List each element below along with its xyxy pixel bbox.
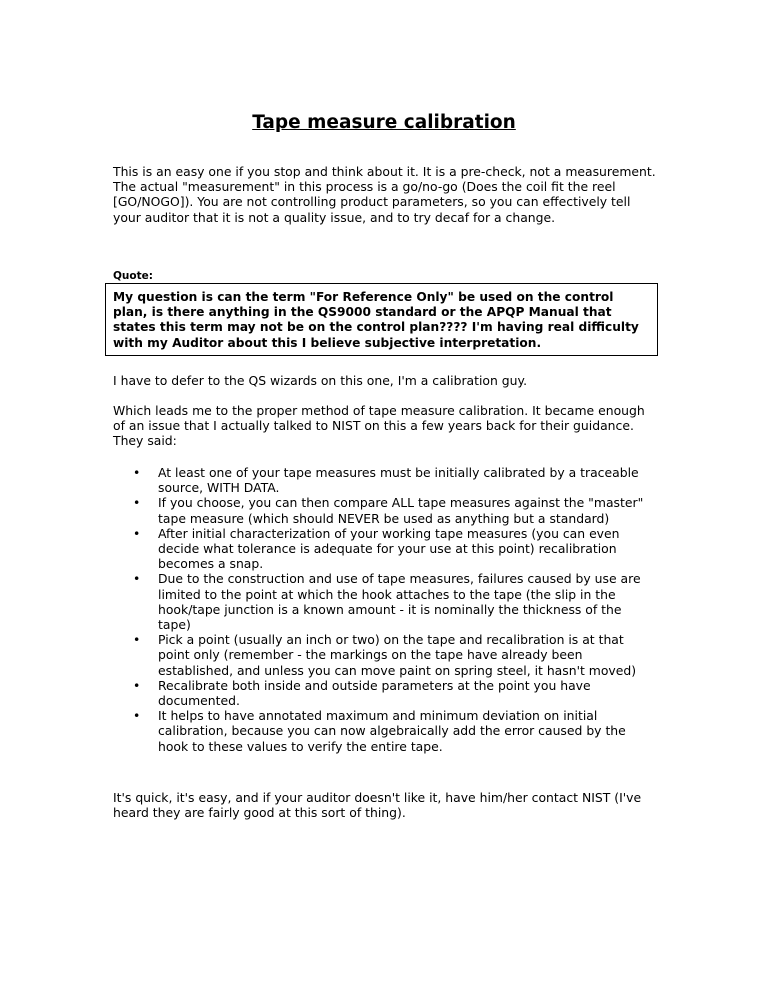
bullet-icon: •	[133, 525, 141, 541]
quote-box	[105, 283, 658, 356]
bullet-icon: •	[133, 632, 141, 648]
list-item	[113, 495, 658, 525]
bullet-icon: •	[133, 465, 141, 480]
bullet-icon: •	[133, 708, 141, 724]
list-item	[113, 526, 658, 572]
list-item-text: At least one of your tape measures must be initially calibrated by a traceable source, WITH DATA.	[158, 465, 639, 496]
list-item	[113, 678, 658, 708]
bullet-icon: •	[133, 571, 141, 587]
bullet-icon: •	[133, 677, 141, 693]
closing-paragraph: It's quick, it's easy, and if your auditor doesn't like it, have him/her contact NIST (I've heard they are fairly good at this sort of thing).	[113, 790, 642, 821]
quote-text: My question is can the term "For Reference Only" be used on the control plan, is there anything in the QS9000 standard or the APQP Manual that states this term may not be on the control plan???? I'm having real difficulty with my Auditor about this I believe subjective interpretation.	[113, 290, 639, 350]
defer-paragraph: I have to defer to the QS wizards on this one, I'm a calibration guy.	[113, 373, 528, 388]
guidance-list	[113, 465, 658, 754]
list-item-text: If you choose, you can then compare ALL tape measures against the "master" tape measure (which should NEVER be used as anything but a standard)	[158, 495, 644, 526]
list-item	[113, 708, 658, 754]
list-item	[113, 571, 658, 632]
list-item	[113, 632, 658, 678]
list-item-text: Pick a point (usually an inch or two) on the tape and recalibration is at that point only (remember - the markings on the tape have already been established, and unless you can move paint on spring steel, it hasn't moved)	[158, 632, 637, 678]
bullet-icon: •	[133, 495, 141, 511]
list-item-text: Due to the construction and use of tape measures, failures caused by use are limited to the point at which the hook attaches to the tape (the slip in the hook/tape junction is a known amount - it is nominally the thickness of the tape)	[158, 571, 641, 633]
quote-label: Quote:	[113, 270, 153, 282]
list-item-text: It helps to have annotated maximum and minimum deviation on initial calibration, because you can now algebraically add the error caused by the hook to these values to verify the entire tape.	[158, 708, 626, 754]
list-item	[113, 465, 658, 495]
method-paragraph: Which leads me to the proper method of tape measure calibration. It became enough of an issue that I actually talked to NIST on this a few years back for their guidance. They said:	[113, 403, 645, 449]
page-title: Tape measure calibration	[252, 112, 516, 133]
list-item-text: After initial characterization of your working tape measures (you can even decide what tolerance is adequate for your use at this point) recalibration becomes a snap.	[158, 525, 620, 572]
intro-paragraph: This is an easy one if you stop and think about it. It is a pre-check, not a measurement. The actual "measurement" in this process is a go/no-go (Does the coil fit the reel [GO/NOGO]). You are not controlling product parameters, so you can effectively tell your auditor that it is not a quality issue, and to try decaf for a change.	[113, 164, 656, 225]
list-item-text: Recalibrate both inside and outside parameters at the point you have documented.	[158, 677, 591, 709]
